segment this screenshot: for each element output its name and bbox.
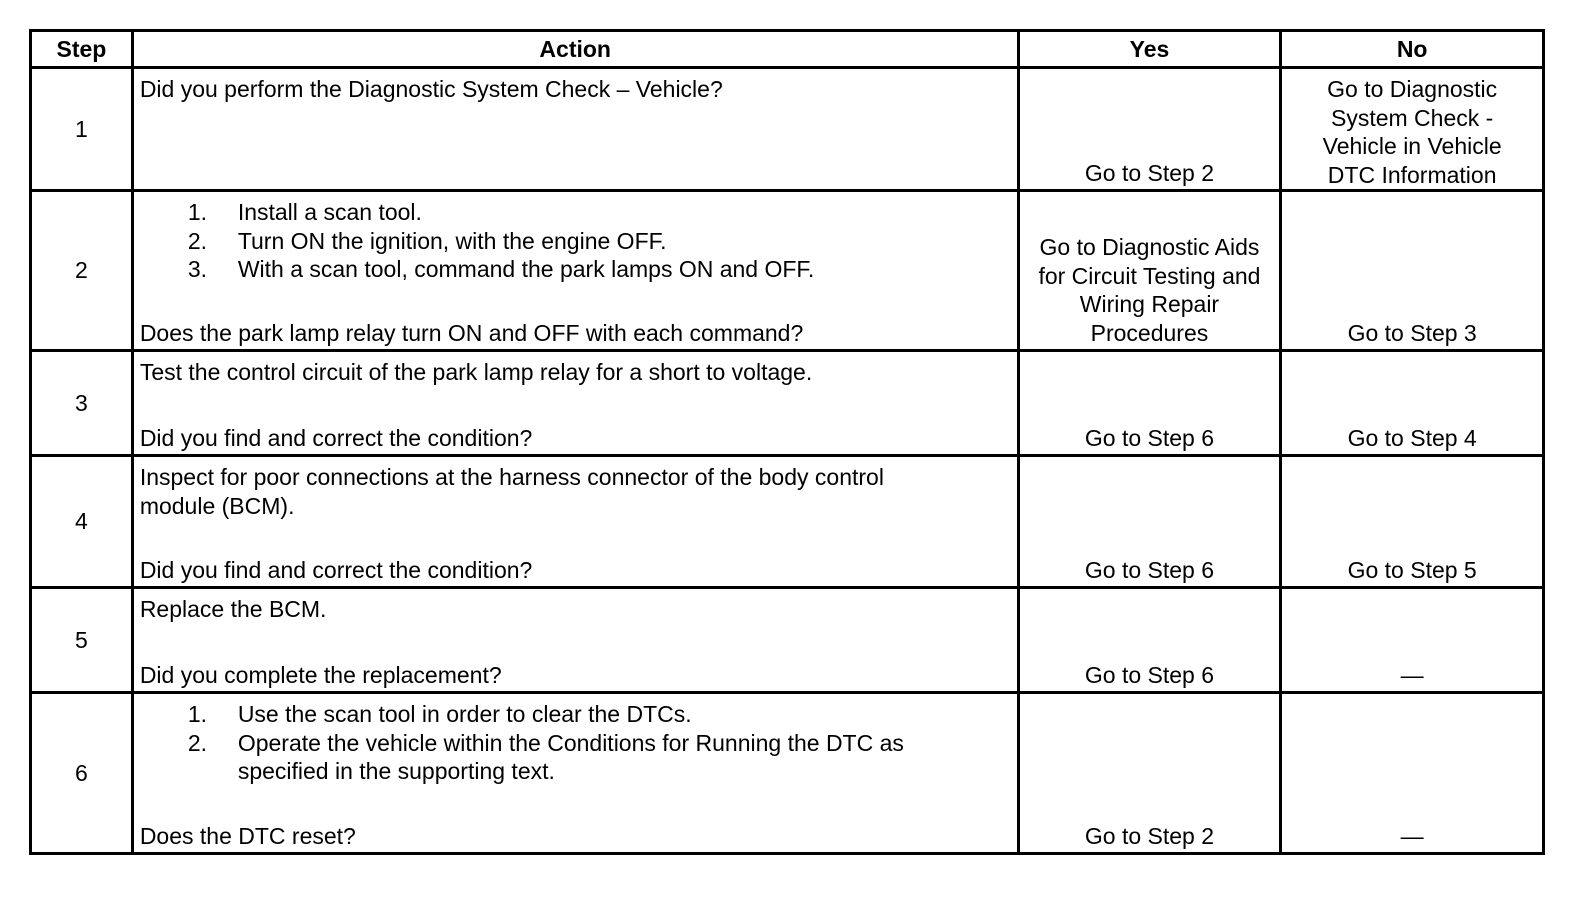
header-yes: Yes [1018, 31, 1281, 68]
yes-result: Go to Step 2 [1018, 68, 1281, 191]
header-row [31, 31, 1544, 68]
action-text: Did you perform the Diagnostic System Check – Vehicle? [139, 76, 723, 102]
step-number: 6 [31, 693, 133, 854]
yes-result: Go to Step 6 [1018, 351, 1281, 456]
item-text: With a scan tool, command the park lamps ON and OFF. [237, 256, 815, 282]
header-action: Action [132, 31, 1018, 68]
item-number: 3. [187, 256, 207, 282]
table-row [31, 693, 1544, 854]
yes-result: Go to Step 6 [1018, 588, 1281, 693]
action-question: Did you find and correct the condition? [139, 424, 533, 451]
action-list [134, 192, 1017, 284]
no-result: — [1281, 588, 1544, 693]
action-cell [132, 456, 1018, 588]
table-row [31, 191, 1544, 351]
no-result: Go to Step 4 [1281, 351, 1544, 456]
no-result: Go to Step 5 [1281, 456, 1544, 588]
item-number: 1. [187, 701, 207, 727]
item-text: Install a scan tool. [237, 199, 422, 225]
action-cell [132, 351, 1018, 456]
action-list-item [134, 198, 1011, 227]
action-list-item [134, 700, 977, 729]
action-list-item [134, 227, 1011, 256]
action-text: Inspect for poor connections at the harness connector of the body control module (BCM). [139, 464, 884, 519]
action-list [134, 694, 1017, 786]
action-list-item [134, 729, 977, 786]
step-number: 3 [31, 351, 133, 456]
table-row [31, 68, 1544, 191]
yes-result: Go to Diagnostic Aids for Circuit Testing and Wiring Repair Procedures [1018, 191, 1281, 351]
action-question: Does the park lamp relay turn ON and OFF with each command? [139, 319, 804, 346]
table-row [31, 456, 1544, 588]
action-text: Test the control circuit of the park lamp relay for a short to voltage. [139, 359, 813, 385]
action-question: Did you find and correct the condition? [139, 556, 533, 583]
action-text: Replace the BCM. [139, 596, 327, 622]
action-question: Did you complete the replacement? [139, 661, 502, 688]
table-row [31, 351, 1544, 456]
no-result: Go to Diagnostic System Check - Vehicle in Vehicle DTC Information [1281, 68, 1544, 191]
header-step: Step [31, 31, 133, 68]
header-no: No [1281, 31, 1544, 68]
action-cell [132, 588, 1018, 693]
item-text: Turn ON the ignition, with the engine OFF. [237, 227, 667, 254]
step-number: 1 [31, 68, 133, 191]
step-number: 5 [31, 588, 133, 693]
item-text: Operate the vehicle within the Conditions for Running the DTC as specified in the supporting text. [237, 729, 904, 784]
item-number: 2. [187, 227, 207, 254]
step-number: 2 [31, 191, 133, 351]
diagnostic-table [29, 29, 1545, 855]
step-number: 4 [31, 456, 133, 588]
table-row [31, 588, 1544, 693]
action-list-item [134, 255, 1011, 284]
no-result: — [1281, 693, 1544, 854]
no-result: Go to Step 3 [1281, 191, 1544, 351]
yes-result: Go to Step 2 [1018, 693, 1281, 854]
action-cell [132, 68, 1018, 191]
yes-result: Go to Step 6 [1018, 456, 1281, 588]
action-question: Does the DTC reset? [139, 822, 356, 849]
item-number: 2. [187, 729, 207, 756]
action-cell [132, 191, 1018, 351]
action-cell [132, 693, 1018, 854]
item-text: Use the scan tool in order to clear the DTCs. [237, 701, 692, 727]
item-number: 1. [187, 199, 207, 225]
